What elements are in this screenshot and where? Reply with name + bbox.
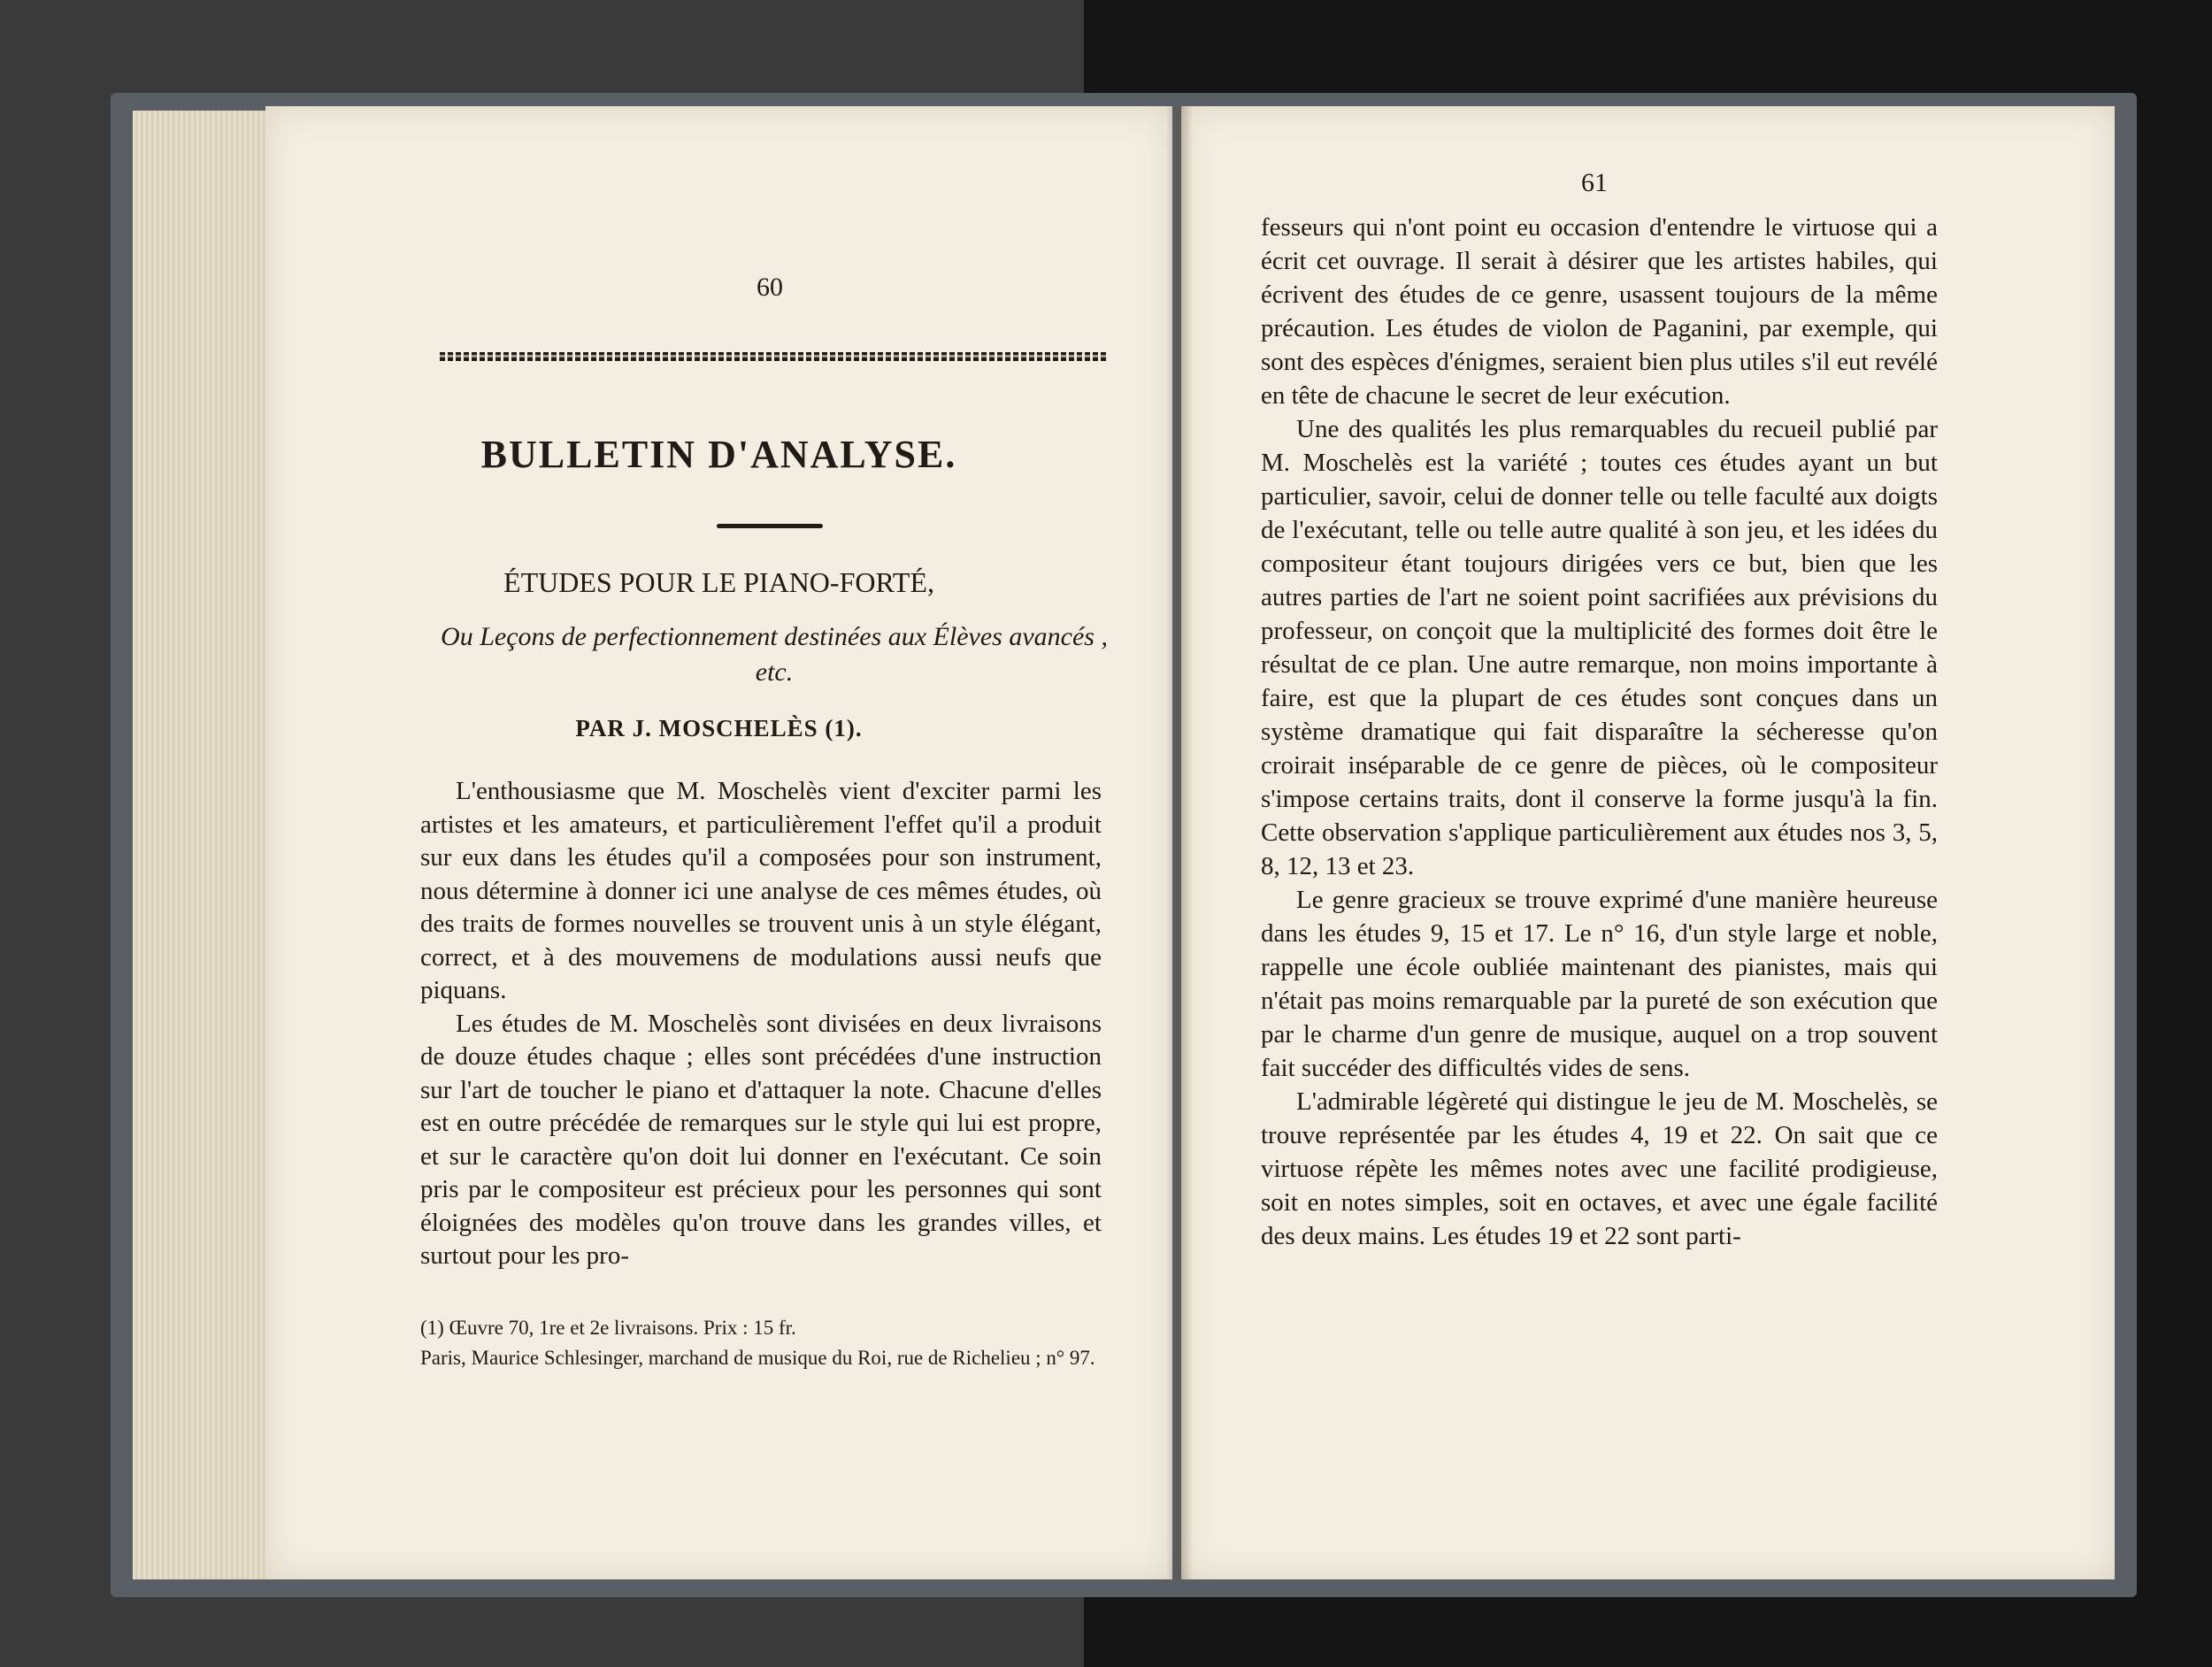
footnote-line: (1) Œuvre 70, 1re et 2e livraisons. Prix : 15 fr. — [420, 1317, 796, 1339]
article-subtitle: ÉTUDES POUR LE PIANO-FORTÉ, — [503, 566, 934, 598]
left-body-text — [420, 775, 1102, 1273]
right-body-text — [1261, 211, 1938, 1253]
article-description — [438, 619, 1110, 690]
author-text: PAR J. MOSCHELÈS (1). — [575, 715, 863, 741]
paragraph: Le genre gracieux se trouve exprimé d'une manière heureuse dans les études 9, 15 et 17. Le n° 16, d'un style large et noble, rappelle une école oubliée maintenant des pianistes, mais qui n'était pas moins remarquable par la pureté de son exécution que par le charme d'un genre de musique, auquel on a trop souvent fait succéder des difficultés vides de sens. — [1261, 886, 1938, 1082]
paragraph: L'enthousiasme que M. Moschelès vient d'exciter parmi les artistes et les amateurs, et particulièrement l'effet qu'il a produit sur eux dans les études qu'il a composées pour son instrument, nous détermine à donner ici une analyse de ces mêmes études, où des traits de formes nouvelles se trouvent unis à un style élégant, correct, et à des mouvemens de modulations aussi neufs que piquans. — [420, 777, 1102, 1004]
bulletin-title: BULLETIN D'ANALYSE. — [480, 433, 957, 476]
title-divider — [717, 524, 823, 528]
left-page-number: 60 — [757, 273, 783, 302]
paragraph: L'admirable légèreté qui distingue le jeu de M. Moschelès, se trouve représentée par les études 4, 19 et 22. On sait que ce virtuose répète les mêmes notes avec une facilité prodigieuse, soit en notes simples, soit en octaves, et avec une égale facilité des deux mains. Les études 19 et 22 sont parti- — [1261, 1087, 1938, 1250]
paragraph: Les études de M. Moschelès sont divisées en deux livraisons de douze études chaque ; elles sont précédées d'une instruction sur l'art de toucher le piano et d'attaquer la note. Chacune d'elles est en outre précédée de remarques sur le style qui lui est propre, et sur le caractère qu'on doit lui donner en l'exécutant. Ce soin pris par le compositeur est précieux pour les personnes qui sont éloignées des modèles qu'on trouve dans les grandes villes, et surtout pour les pro- — [420, 1009, 1102, 1270]
book-gutter — [1166, 106, 1193, 1579]
footnote-line: Paris, Maurice Schlesinger, marchand de musique du Roi, rue de Richelieu ; n° 97. — [420, 1347, 1095, 1369]
right-page-number: 61 — [1581, 168, 1608, 197]
page-edges — [133, 111, 265, 1579]
description-text: Ou Leçons de perfectionnement destinées aux Élèves avancés , etc. — [441, 622, 1108, 687]
decorative-rule — [440, 352, 1108, 361]
paragraph: Une des qualités les plus remarquables du recueil publié par M. Moschelès est la variété ; toutes ces études ayant un but particulier, savoir, celui de donner telle ou telle faculté aux doigts de l'exécutant, telle ou telle autre qualité à son jeu, et les idées du compositeur étant toujours dirigées vers ce but, bien que les autres parties de l'art ne soient point sacrifiées aux prévisions du professeur, on conçoit que la multiplicité des formes doit être le résultat de ce plan. Une autre remarque, non moins importante à faire, est que la plupart de ces études sont conçues dans un système dramatique qui fait disparaître la sécheresse qu'on croirait inséparable de ce genre de pièces, où le compositeur s'impose certains traits, dont il conserve la forme jusqu'à la fin. Cette observation s'applique particulièrement aux études nos 3, 5, 8, 12, 13 et 23. — [1261, 415, 1938, 880]
article-author — [265, 715, 1172, 742]
paragraph: fesseurs qui n'ont point eu occasion d'entendre le virtuose qui a écrit cet ouvrage. Il serait à désirer que les artistes habiles, qui écrivent des études de ce genre, usassent toujours de la même précaution. Les études de violon de Paganini, par exemple, qui sont des espèces d'énigmes, seraient bien plus utiles s'il eut revélé en tête de chacune le secret de leur exécution. — [1261, 213, 1938, 410]
footnote — [420, 1313, 1102, 1373]
